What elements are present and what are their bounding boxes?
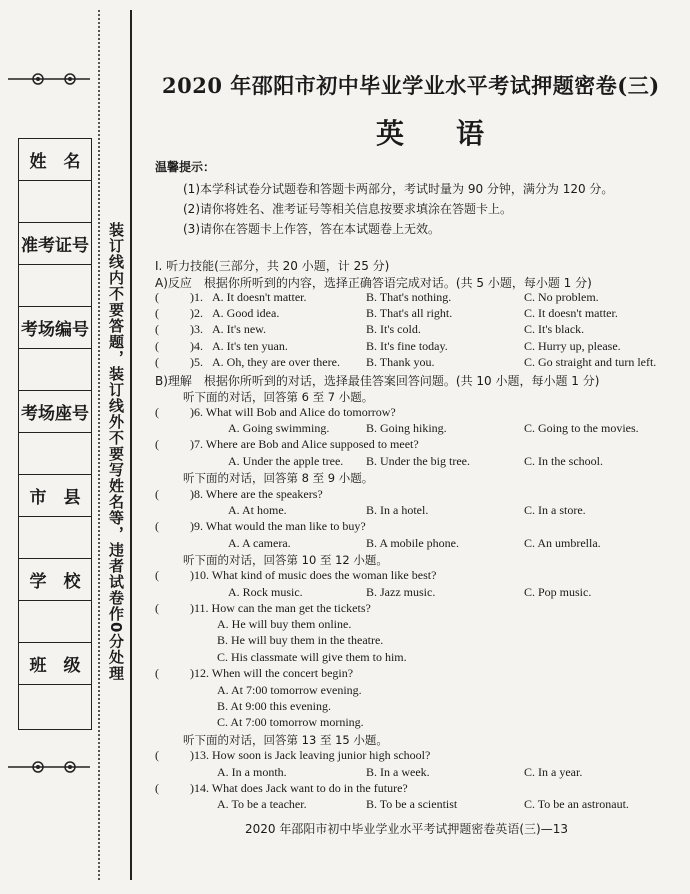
answer-paren: ( [155, 306, 159, 320]
q1-option-a: A. It doesn't matter. [212, 290, 307, 304]
q3-option-a: A. It's new. [212, 322, 267, 336]
q8-option-a: A. At home. [228, 503, 287, 517]
q3-number: )3. [190, 322, 203, 336]
q2-option-b: B. That's all right. [366, 306, 453, 320]
page-footer: 2020 年邵阳市初中毕业学业水平考试押题密卷英语(三)—13 [245, 822, 568, 836]
q2-option-c: C. It doesn't matter. [524, 306, 618, 320]
answer-paren: ( [155, 666, 159, 680]
answer-paren: ( [155, 355, 159, 369]
subject-title: 英 语 [376, 117, 497, 150]
exam-title: 2020 年邵阳市初中毕业学业水平考试押题密卷(三) [162, 73, 660, 98]
q13-option-c: C. In a year. [524, 765, 583, 779]
q4-option-a: A. It's ten yuan. [212, 339, 288, 353]
q10-option-b: B. Jazz music. [366, 585, 436, 599]
q6-option-c: C. Going to the movies. [524, 421, 639, 435]
answer-paren: ( [155, 519, 159, 533]
q2-option-a: A. Good idea. [212, 306, 280, 320]
class-field[interactable] [19, 685, 91, 727]
answer-paren: ( [155, 568, 159, 582]
q8-stem: )8. Where are the speakers? [190, 487, 323, 501]
answer-paren: ( [155, 437, 159, 451]
binding-dotted-line [98, 10, 100, 880]
section-a-heading: A)反应 根据你所听到的内容，选择正确答语完成对话。(共 5 小题，每小题 1 分) [155, 276, 592, 290]
q6-stem: )6. What will Bob and Alice do tomorrow? [190, 405, 396, 419]
answer-paren: ( [155, 748, 159, 762]
q10-stem: )10. What kind of music does the woman like best? [190, 568, 437, 582]
exam-id-label: 准考证号 [19, 223, 91, 265]
q1-option-c: C. No problem. [524, 290, 599, 304]
listen-instruction: 听下面的对话，回答第 10 至 12 小题。 [183, 553, 388, 567]
q7-option-c: C. In the school. [524, 454, 603, 468]
q1-number: )1. [190, 290, 203, 304]
q1-option-b: B. That's nothing. [366, 290, 452, 304]
binding-ornament-bottom [8, 760, 90, 774]
q5-option-b: B. Thank you. [366, 355, 435, 369]
seat-number-label: 考场座号 [19, 391, 91, 433]
exam-id-field[interactable] [19, 265, 91, 307]
listen-instruction: 听下面的对话，回答第 13 至 15 小题。 [183, 733, 388, 747]
class-label: 班 级 [19, 643, 91, 685]
q9-option-a: A. A camera. [228, 536, 291, 550]
q6-option-a: A. Going swimming. [228, 421, 330, 435]
school-label: 学 校 [19, 559, 91, 601]
q2-number: )2. [190, 306, 203, 320]
q12-option-a: A. At 7:00 tomorrow evening. [217, 683, 362, 697]
q11-option-b: B. He will buy them in the theatre. [217, 633, 384, 647]
q8-option-c: C. In a store. [524, 503, 586, 517]
answer-paren: ( [155, 405, 159, 419]
answer-paren: ( [155, 601, 159, 615]
q10-option-a: A. Rock music. [228, 585, 303, 599]
q12-option-c: C. At 7:00 tomorrow morning. [217, 715, 364, 729]
q3-option-c: C. It's black. [524, 322, 585, 336]
room-number-field[interactable] [19, 349, 91, 391]
q11-option-a: A. He will buy them online. [217, 617, 352, 631]
q7-stem: )7. Where are Bob and Alice supposed to meet? [190, 437, 419, 451]
q8-option-b: B. In a hotel. [366, 503, 429, 517]
answer-paren: ( [155, 290, 159, 304]
binding-ornament-top [8, 72, 90, 86]
q7-option-b: B. Under the big tree. [366, 454, 470, 468]
answer-paren: ( [155, 781, 159, 795]
q13-option-a: A. In a month. [217, 765, 287, 779]
answer-paren: ( [155, 339, 159, 353]
room-number-label: 考场编号 [19, 307, 91, 349]
tip-1: (1)本学科试卷分试题卷和答题卡两部分，考试时量为 90 分钟，满分为 120 分。 [183, 182, 614, 196]
q11-stem: )11. How can the man get the tickets? [190, 601, 371, 615]
tips-heading: 温馨提示： [155, 160, 216, 174]
school-field[interactable] [19, 601, 91, 643]
listen-instruction: 听下面的对话，回答第 6 至 7 小题。 [183, 390, 374, 404]
q4-option-b: B. It's fine today. [366, 339, 448, 353]
q13-option-b: B. In a week. [366, 765, 430, 779]
q9-option-c: C. An umbrella. [524, 536, 601, 550]
q12-option-b: B. At 9:00 this evening. [217, 699, 331, 713]
name-label: 姓 名 [19, 139, 91, 181]
q7-option-a: A. Under the apple tree. [228, 454, 344, 468]
q4-number: )4. [190, 339, 203, 353]
listen-instruction: 听下面的对话，回答第 8 至 9 小题。 [183, 471, 374, 485]
q14-option-b: B. To be a scientist [366, 797, 458, 811]
q6-option-b: B. Going hiking. [366, 421, 447, 435]
q9-stem: )9. What would the man like to buy? [190, 519, 366, 533]
city-county-label: 市 县 [19, 475, 91, 517]
binding-solid-line [130, 10, 132, 880]
q3-option-b: B. It's cold. [366, 322, 421, 336]
q10-option-c: C. Pop music. [524, 585, 592, 599]
q5-option-a: A. Oh, they are over there. [212, 355, 340, 369]
q12-stem: )12. When will the concert begin? [190, 666, 354, 680]
q14-option-c: C. To be an astronaut. [524, 797, 629, 811]
q5-option-c: C. Go straight and turn left. [524, 355, 657, 369]
student-info-box [18, 138, 92, 730]
q5-number: )5. [190, 355, 203, 369]
tip-3: (3)请你在答题卡上作答，答在本试题卷上无效。 [183, 222, 440, 236]
section-b-heading: B)理解 根据你所听到的对话，选择最佳答案回答问题。(共 10 小题，每小题 1 分) [155, 374, 600, 388]
q14-stem: )14. What does Jack want to do in the future? [190, 781, 408, 795]
q14-option-a: A. To be a teacher. [217, 797, 307, 811]
q4-option-c: C. Hurry up, please. [524, 339, 621, 353]
q11-option-c: C. His classmate will give them to him. [217, 650, 407, 664]
name-field[interactable] [19, 181, 91, 223]
part1-heading: Ⅰ. 听力技能(三部分，共 20 小题，计 25 分) [155, 259, 390, 273]
answer-paren: ( [155, 487, 159, 501]
city-county-field[interactable] [19, 517, 91, 559]
answer-paren: ( [155, 322, 159, 336]
binding-warning: 装订线内不要答题，装订线外不要写姓名等，违者试卷作0分处理 [107, 222, 125, 682]
tip-2: (2)请你将姓名、准考证号等相关信息按要求填涂在答题卡上。 [183, 202, 513, 216]
q9-option-b: B. A mobile phone. [366, 536, 459, 550]
seat-number-field[interactable] [19, 433, 91, 475]
q13-stem: )13. How soon is Jack leaving junior high school? [190, 748, 431, 762]
